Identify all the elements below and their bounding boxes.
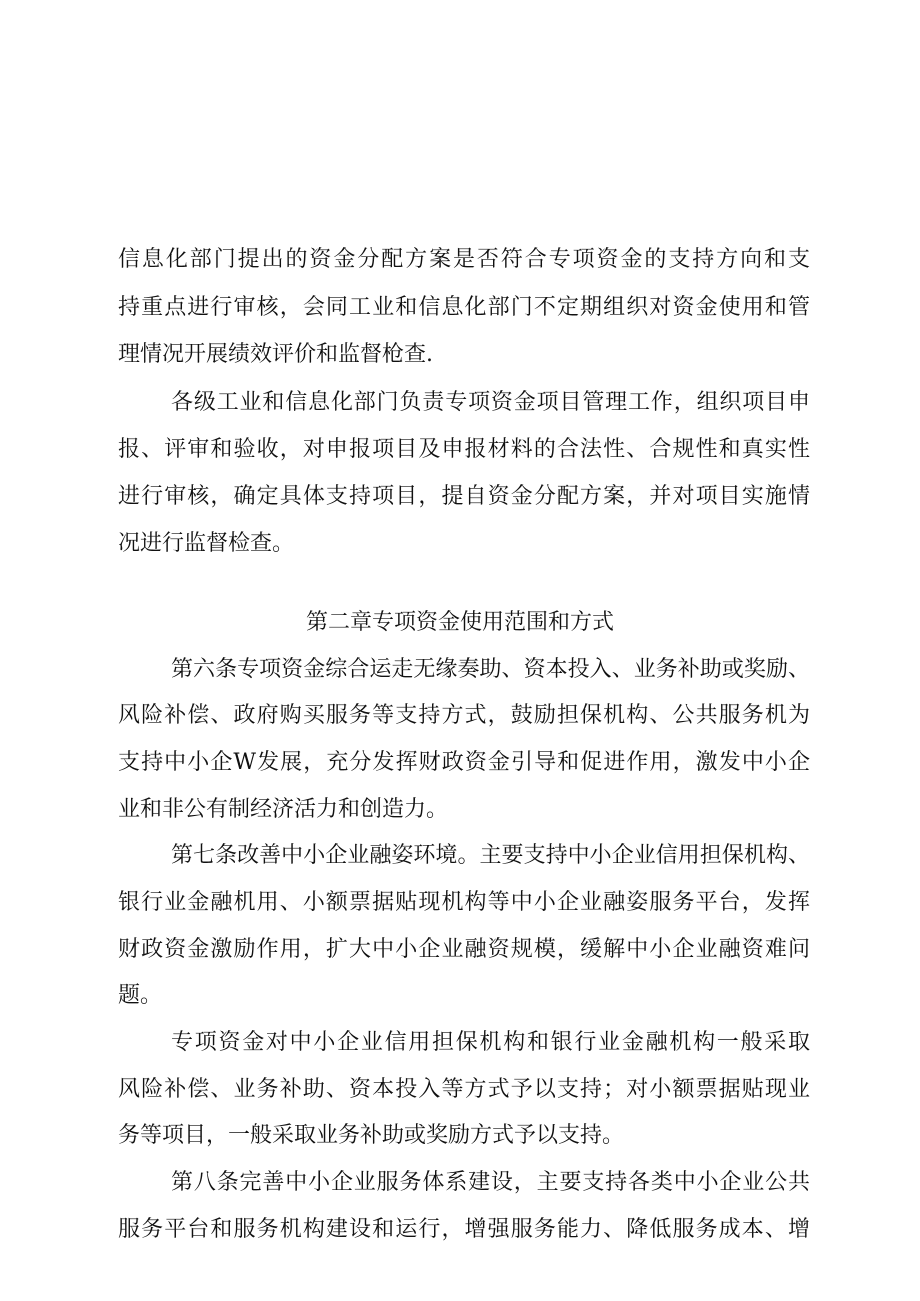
chapter-heading: 第二章专项资金使用范围和方式 (305, 610, 614, 635)
paragraph-line: 题。 (118, 983, 163, 1008)
paragraph-first-line: 第八条完善中小企业服务体系建设，主要支持各类中小企业公共 (171, 1170, 810, 1195)
paragraph-first-line: 专项资金对中小企业信用担保机构和银行业金融机构一般采取 (171, 1030, 810, 1055)
paragraph-line: 财政资金激励作用，扩大中小企业融资规模，缓解中小企业融资难问 (118, 937, 810, 962)
paragraph-first-line: 各级工业和信息化部门负责专项资金项目管理工作，组织项目申 (171, 390, 810, 415)
paragraph-line: 服务平台和服务机构建设和运行，增强服务能力、降低服务成本、增 (118, 1217, 810, 1242)
paragraph-line: 持重点进行审核，会同工业和信息化部门不定期组织对资金使用和管 (118, 295, 810, 320)
paragraph-first-line: 第六条专项资金综合运走无缘奏助、资本投入、业务补助或奖励、 (171, 657, 810, 682)
paragraph-first-line: 第七条改善中小企业融姿环境。主要支持中小企业信用担保机构、 (171, 843, 810, 868)
paragraph-line: 理情况开展绩效评价和监督枪查. (118, 342, 433, 367)
paragraph-line: 信息化部门提出的资金分配方案是否符合专项资金的支持方向和支 (118, 247, 810, 272)
paragraph-line: 风险补偿、政府购买服务等支持方式，鼓励担保机构、公共服务机为 (118, 703, 810, 728)
paragraph-line: 报、评审和验收，对申报项目及申报材料的合法性、合规性和真实性 (118, 437, 810, 462)
paragraph-line: 况进行监督检查。 (118, 531, 295, 556)
paragraph-line: 风险补偿、业务补助、资本投入等方式予以支持；对小额票据贴现业 (118, 1077, 810, 1102)
paragraph-line: 支持中小企W发展，充分发挥财政资金引导和促进作用，激发中小企 (118, 750, 810, 775)
paragraph-line: 业和非公有制经济活力和创造力。 (118, 797, 449, 822)
paragraph-line: 进行审核，确定具体支持项目，提自资金分配方案，并对项目实施情 (118, 484, 810, 509)
paragraph-line: 务等项目，一般采取业务补助或奖励方式予以支持。 (118, 1123, 625, 1148)
paragraph-line: 银行业金融机用、小额票据贴现机构等中小企业融姿服务平台，发挥 (118, 890, 810, 915)
